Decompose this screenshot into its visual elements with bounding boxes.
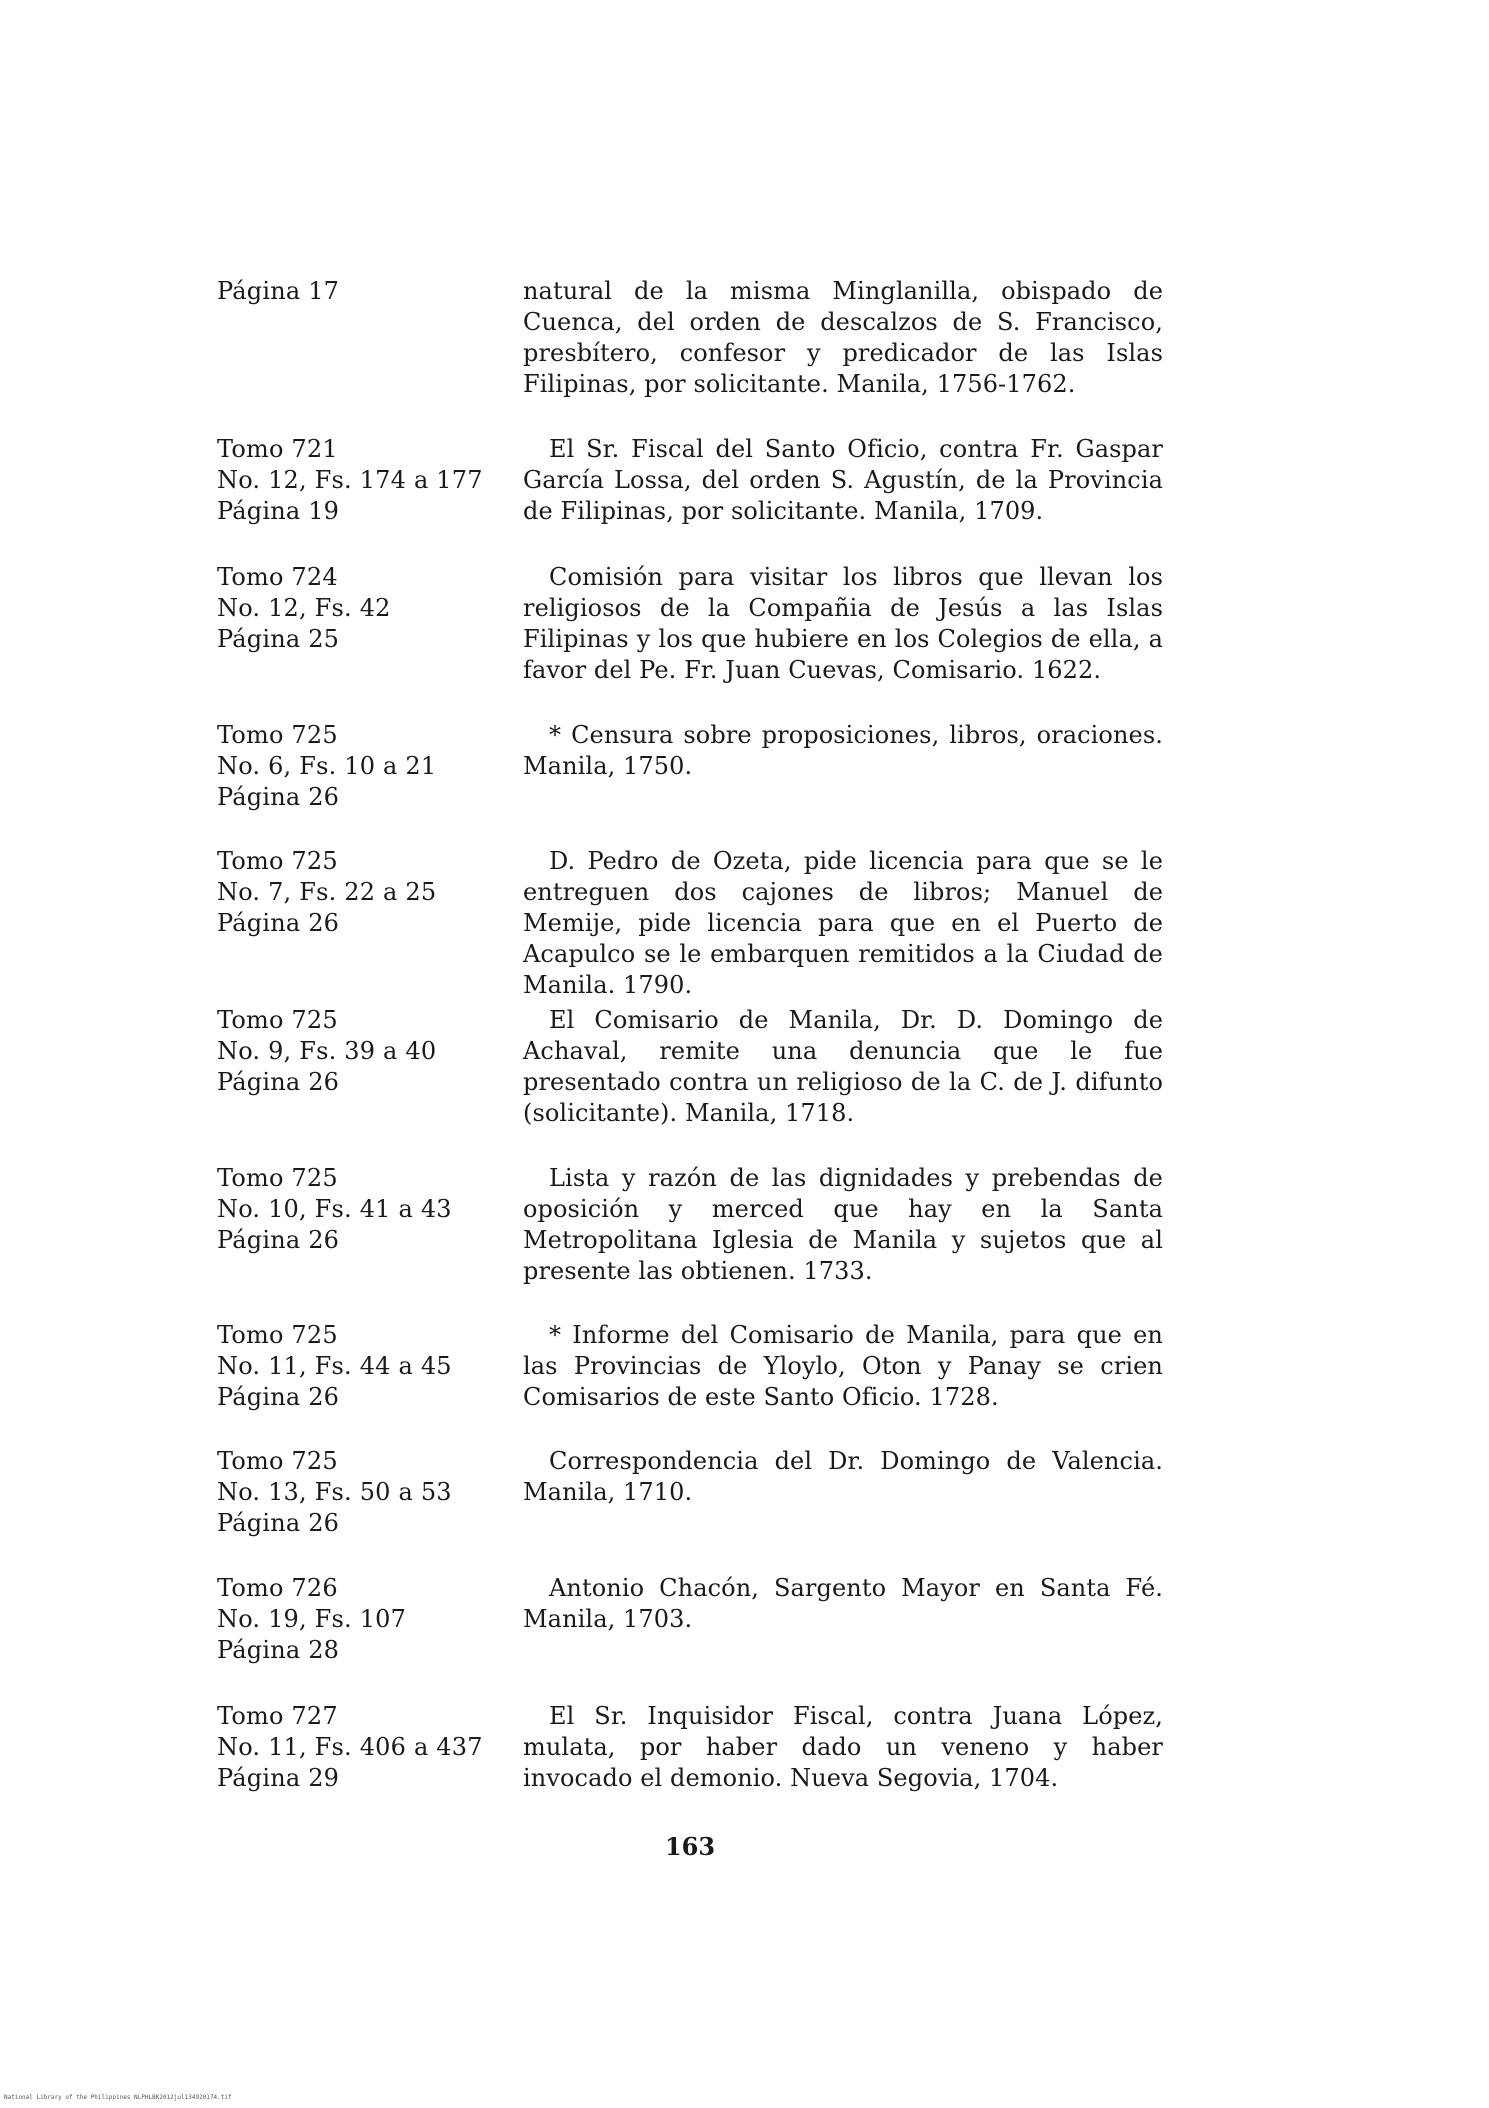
entry-reference (217, 434, 517, 527)
reference-line: Tomo 724 (217, 563, 338, 591)
entry-reference (217, 1005, 517, 1098)
reference-line: Tomo 721 (217, 435, 338, 463)
entry-reference (217, 1163, 517, 1256)
reference-line: Tomo 725 (217, 1164, 338, 1192)
entry-description: * Censura sobre proposiciones, libros, oraciones. Manila, 1750. (523, 721, 1163, 780)
reference-line: Página 26 (217, 1383, 340, 1411)
entry-reference (217, 1320, 517, 1413)
reference-line: Tomo 726 (217, 1574, 338, 1602)
entry-description: El Sr. Fiscal del Santo Oficio, contra Fr. Gaspar García Lossa, del orden S. Agustín, de la Provincia de Filipinas, por solicitante. Manila, 1709. (523, 435, 1163, 525)
reference-line: No. 9, Fs. 39 a 40 (217, 1037, 437, 1065)
entry-reference (217, 1701, 517, 1794)
scan-footer-note: National Library of the Philippines NLPHLBK2012jul134920174.tif (4, 2094, 232, 2101)
reference-line: Página 26 (217, 1226, 340, 1254)
entry-description: D. Pedro de Ozeta, pide licencia para que se le entreguen dos cajones de libros; Manuel de Memije, pide licencia para que en el Puerto de Acapulco se le embarquen remitidos a la Ciudad de Manila. 1790. (523, 847, 1163, 999)
reference-line: No. 10, Fs. 41 a 43 (217, 1195, 452, 1223)
entry-description: Comisión para visitar los libros que llevan los religiosos de la Compañia de Jesús a las Islas Filipinas y los que hubiere en los Colegios de ella, a favor del Pe. Fr. Juan Cuevas, Comisario. 1622. (523, 563, 1163, 684)
reference-line: Página 26 (217, 783, 340, 811)
entry-description: Correspondencia del Dr. Domingo de Valencia. Manila, 1710. (523, 1447, 1163, 1506)
reference-line: No. 12, Fs. 174 a 177 (217, 466, 483, 494)
reference-line: Página 25 (217, 625, 340, 653)
entry-reference (217, 720, 517, 813)
entry-description: El Sr. Inquisidor Fiscal, contra Juana López, mulata, por haber dado un veneno y haber invocado el demonio. Nueva Segovia, 1704. (523, 1702, 1163, 1792)
reference-line: No. 6, Fs. 10 a 21 (217, 752, 437, 780)
reference-line: Tomo 725 (217, 721, 338, 749)
reference-line: No. 19, Fs. 107 (217, 1605, 407, 1633)
reference-line: Tomo 725 (217, 1321, 338, 1349)
reference-line: No. 13, Fs. 50 a 53 (217, 1478, 452, 1506)
entry-reference (217, 846, 517, 939)
reference-line: No. 11, Fs. 44 a 45 (217, 1352, 452, 1380)
reference-line: Página 26 (217, 1509, 340, 1537)
entry-description: natural de la misma Minglanilla, obispado de Cuenca, del orden de descalzos de S. Francisco, presbítero, confesor y predicador de las Islas Filipinas, por solicitante. Manila, 1756-1762. (523, 277, 1163, 398)
reference-line: Tomo 725 (217, 847, 338, 875)
reference-line: Página 28 (217, 1636, 340, 1664)
reference-line: Página 19 (217, 497, 340, 525)
reference-line: No. 12, Fs. 42 (217, 594, 391, 622)
entry-description: * Informe del Comisario de Manila, para que en las Provincias de Yloylo, Oton y Panay se crien Comisarios de este Santo Oficio. 1728. (523, 1321, 1163, 1411)
reference-line: No. 11, Fs. 406 a 437 (217, 1733, 483, 1761)
reference-line: Página 17 (217, 277, 340, 305)
entry-reference (217, 1573, 517, 1666)
entry-description: El Comisario de Manila, Dr. D. Domingo de Achaval, remite una denuncia que le fue presentado contra un religioso de la C. de J. difunto (solicitante). Manila, 1718. (523, 1006, 1163, 1127)
reference-line: Página 26 (217, 1068, 340, 1096)
reference-line: Página 29 (217, 1764, 340, 1792)
entry-reference (217, 1446, 517, 1539)
reference-line: Tomo 725 (217, 1447, 338, 1475)
reference-line: Página 26 (217, 909, 340, 937)
page-number: 163 (664, 1832, 716, 1861)
reference-line: No. 7, Fs. 22 a 25 (217, 878, 437, 906)
entry-reference (217, 562, 517, 655)
reference-line: Tomo 725 (217, 1006, 338, 1034)
entry-description: Lista y razón de las dignidades y prebendas de oposición y merced que hay en la Santa Metropolitana Iglesia de Manila y sujetos que al presente las obtienen. 1733. (523, 1164, 1163, 1285)
reference-line: Tomo 727 (217, 1702, 338, 1730)
entry-description: Antonio Chacón, Sargento Mayor en Santa Fé. Manila, 1703. (523, 1574, 1163, 1633)
entry-reference (217, 276, 517, 307)
